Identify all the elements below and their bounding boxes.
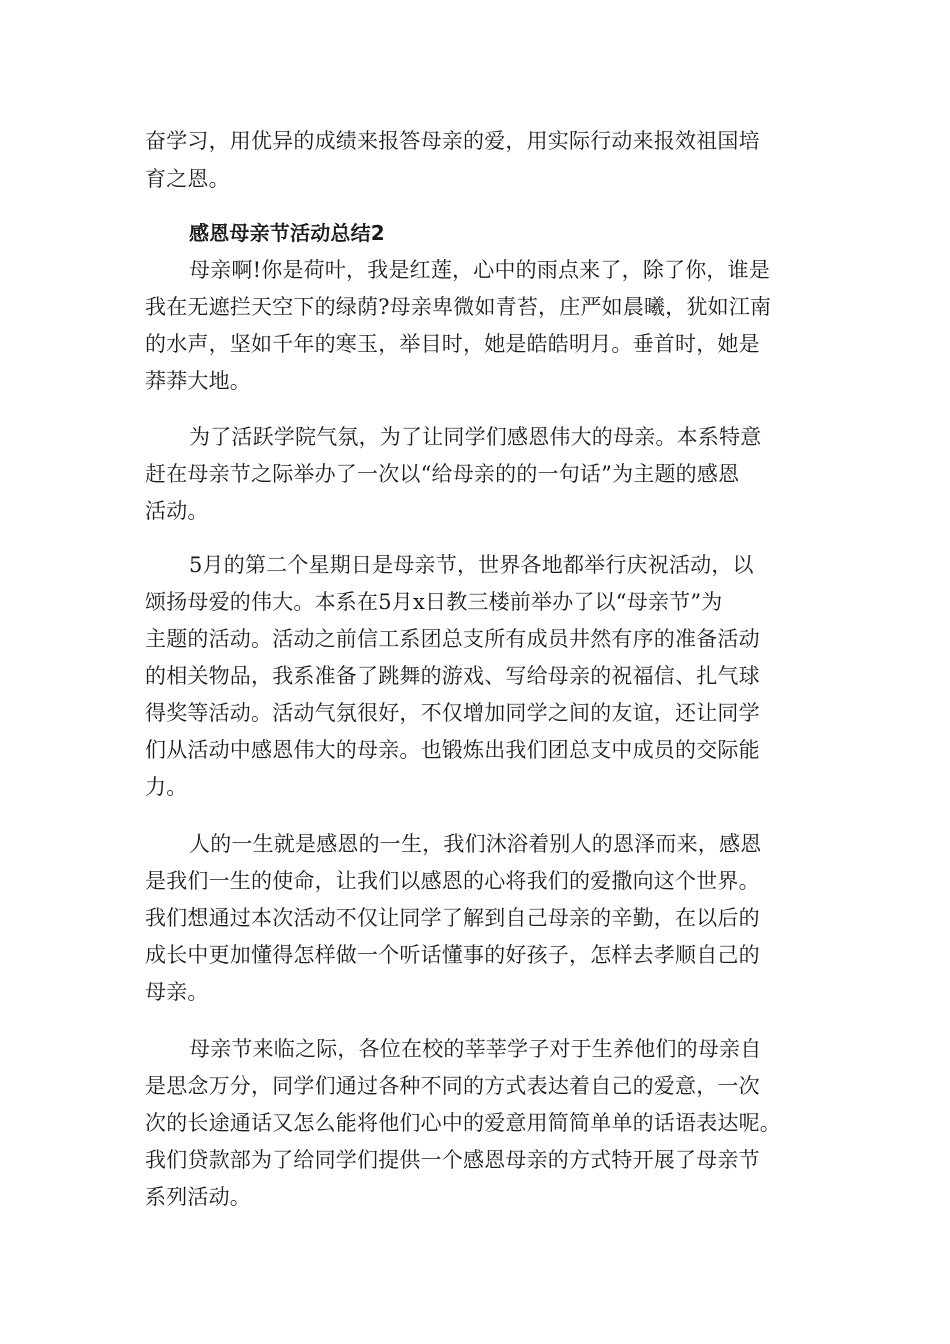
paragraph-line: 母亲啊!你是荷叶，我是红莲，心中的雨点来了，除了你，谁是	[189, 258, 771, 282]
paragraph-line: 们从活动中感恩伟大的母亲。也锻炼出我们团总支中成员的交际能	[145, 738, 760, 762]
paragraph-line: 我们想通过本次活动不仅让同学了解到自己母亲的辛勤，在以后的	[145, 906, 760, 930]
section-heading: 感恩母亲节活动总结2	[189, 221, 385, 245]
paragraph-line: 力。	[145, 775, 188, 799]
paragraph-line: 赶在母亲节之际举办了一次以“给母亲的的一句话”为主题的感恩	[145, 462, 740, 486]
paragraph-line: 我在无遮拦天空下的绿荫?母亲卑微如青苔，庄严如晨曦，犹如江南	[145, 295, 772, 319]
paragraph-line: 母亲节来临之际，各位在校的莘莘学子对于生养他们的母亲自	[189, 1037, 762, 1061]
paragraph-line: 为了活跃学院气氛，为了让同学们感恩伟大的母亲。本系特意	[189, 425, 762, 449]
paragraph-line: 人的一生就是感恩的一生，我们沐浴着别人的恩泽而来，感恩	[189, 832, 762, 856]
paragraph-line: 5月的第二个星期日是母亲节，世界各地都举行庆祝活动，以	[189, 553, 754, 577]
paragraph-line: 系列活动。	[145, 1185, 251, 1209]
paragraph-line: 活动。	[145, 499, 209, 523]
continuation-line: 育之恩。	[145, 167, 230, 191]
paragraph-line: 主题的活动。活动之前信工系团总支所有成员井然有序的准备活动	[145, 627, 760, 651]
paragraph-line: 得奖等活动。活动气氛很好，不仅增加同学之间的友谊，还让同学	[145, 701, 760, 725]
paragraph-line: 成长中更加懂得怎样做一个听话懂事的好孩子，怎样去孝顺自己的	[145, 943, 760, 967]
paragraph-line: 莽莽大地。	[145, 369, 251, 393]
paragraph-line: 是思念万分，同学们通过各种不同的方式表达着自己的爱意，一次	[145, 1074, 760, 1098]
paragraph-line: 我们贷款部为了给同学们提供一个感恩母亲的方式特开展了母亲节	[145, 1148, 760, 1172]
paragraph-line: 次的长途通话又怎么能将他们心中的爱意用简简单单的话语表达呢。	[145, 1111, 781, 1135]
paragraph-line: 母亲。	[145, 980, 209, 1004]
paragraph-line: 是我们一生的使命，让我们以感恩的心将我们的爱撒向这个世界。	[145, 869, 760, 893]
continuation-line: 奋学习，用优异的成绩来报答母亲的爱，用实际行动来报效祖国培	[145, 129, 760, 153]
paragraph-line: 的水声，坚如千年的寒玉，举目时，她是皓皓明月。垂首时，她是	[145, 332, 760, 356]
paragraph-line: 颂扬母爱的伟大。本系在5月x日教三楼前举办了以“母亲节”为	[145, 590, 723, 614]
paragraph-line: 的相关物品，我系准备了跳舞的游戏、写给母亲的祝福信、扎气球	[145, 664, 760, 688]
